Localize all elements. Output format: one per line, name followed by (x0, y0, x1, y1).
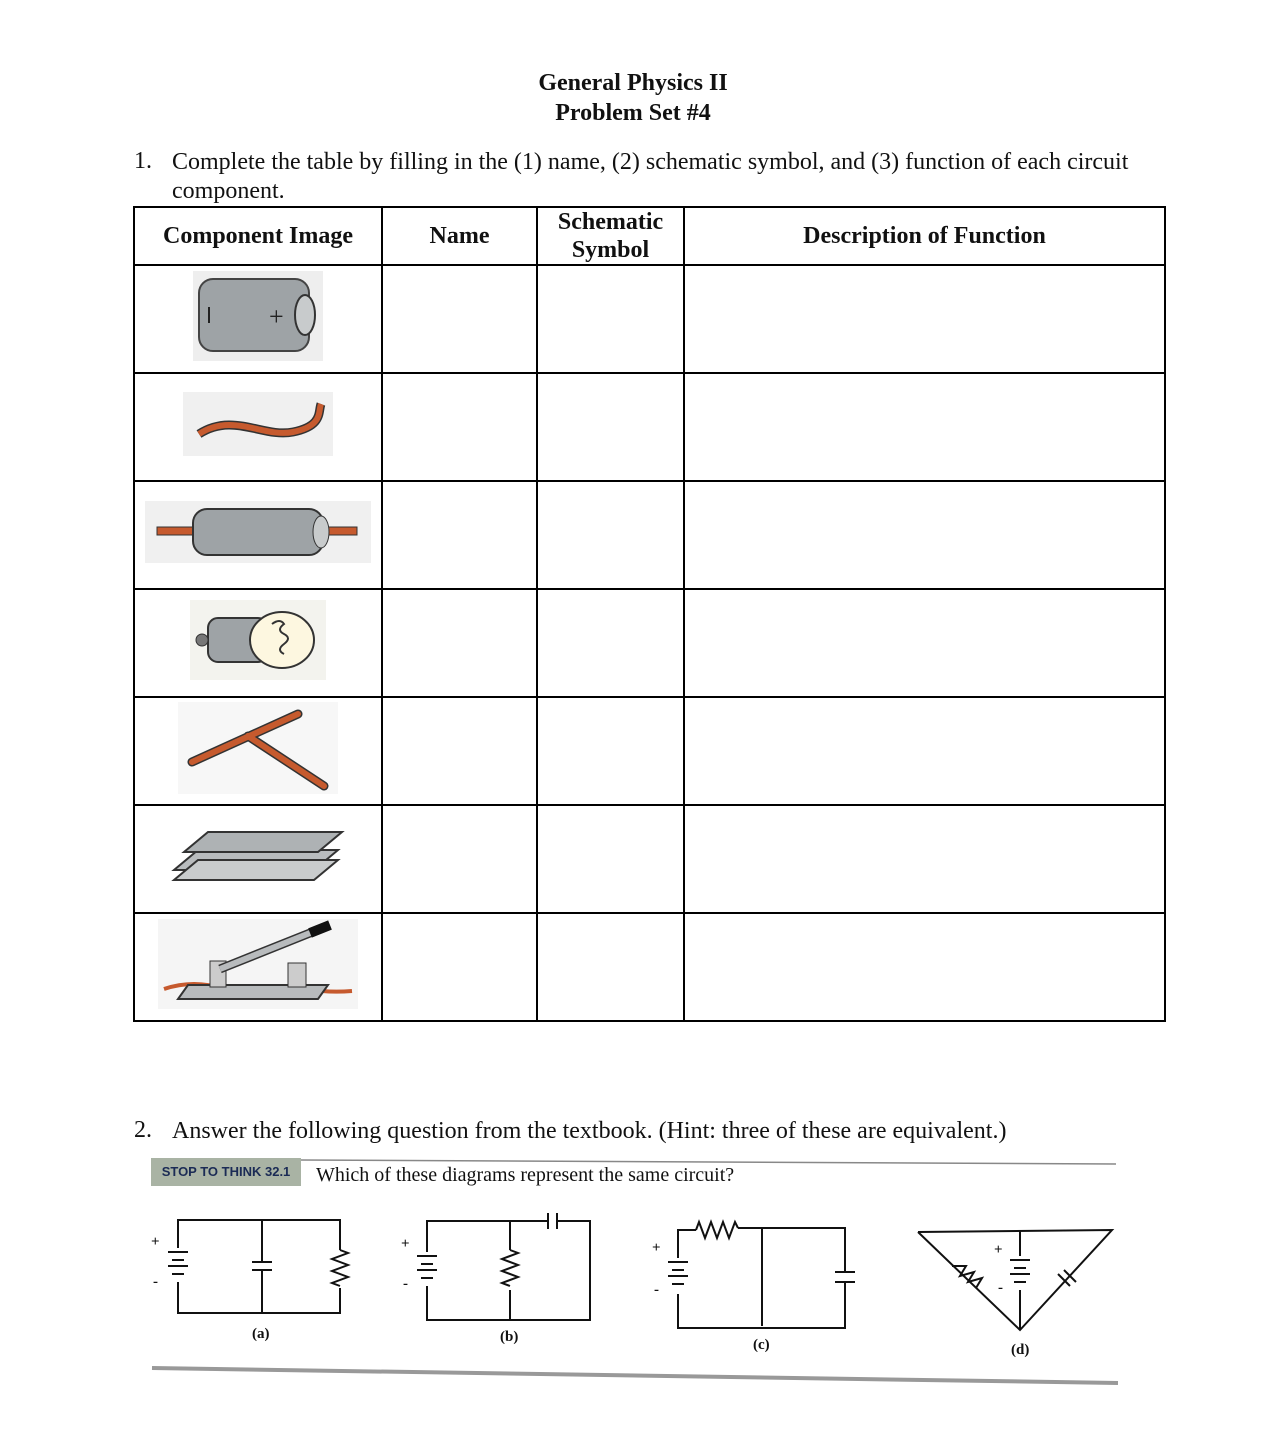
question-text: Complete the table by filling in the (1) name, (2) schematic symbol, and (3) function of each circuit component. (172, 149, 1129, 204)
circuit-c (668, 1222, 855, 1328)
stop-to-think-question: Which of these diagrams represent the same circuit? (316, 1164, 735, 1186)
svg-text:+: + (269, 301, 284, 331)
minus-sign: - (403, 1276, 408, 1292)
plus-sign: + (151, 1234, 160, 1250)
plus-sign: + (994, 1242, 1003, 1258)
label-d: (d) (1011, 1342, 1030, 1358)
header-schematic-symbol: Schematic Symbol (537, 207, 684, 265)
header-name: Name (382, 207, 537, 265)
label-c: (c) (753, 1337, 770, 1353)
circuit-b (417, 1213, 590, 1320)
plus-sign: + (401, 1236, 410, 1252)
plus-sign: + (652, 1240, 661, 1256)
problem-set-title: Problem Set #4 (555, 100, 711, 126)
stop-to-think-badge: STOP TO THINK 32.1 (151, 1158, 301, 1186)
question-number: 1. (134, 148, 152, 174)
course-title: General Physics II (538, 70, 728, 96)
circuit-a (168, 1220, 348, 1313)
label-b: (b) (500, 1329, 519, 1345)
minus-sign: - (654, 1282, 659, 1298)
question-number: 2. (134, 1117, 152, 1143)
label-a: (a) (252, 1326, 270, 1342)
header-component-image: Component Image (134, 207, 382, 265)
question-text: Answer the following question from the textbook. (Hint: three of these are equivalent.) (172, 1118, 1007, 1144)
circuit-d (918, 1230, 1112, 1330)
minus-sign: - (153, 1274, 158, 1290)
header-description: Description of Function (684, 207, 1165, 265)
minus-sign: - (998, 1280, 1003, 1296)
